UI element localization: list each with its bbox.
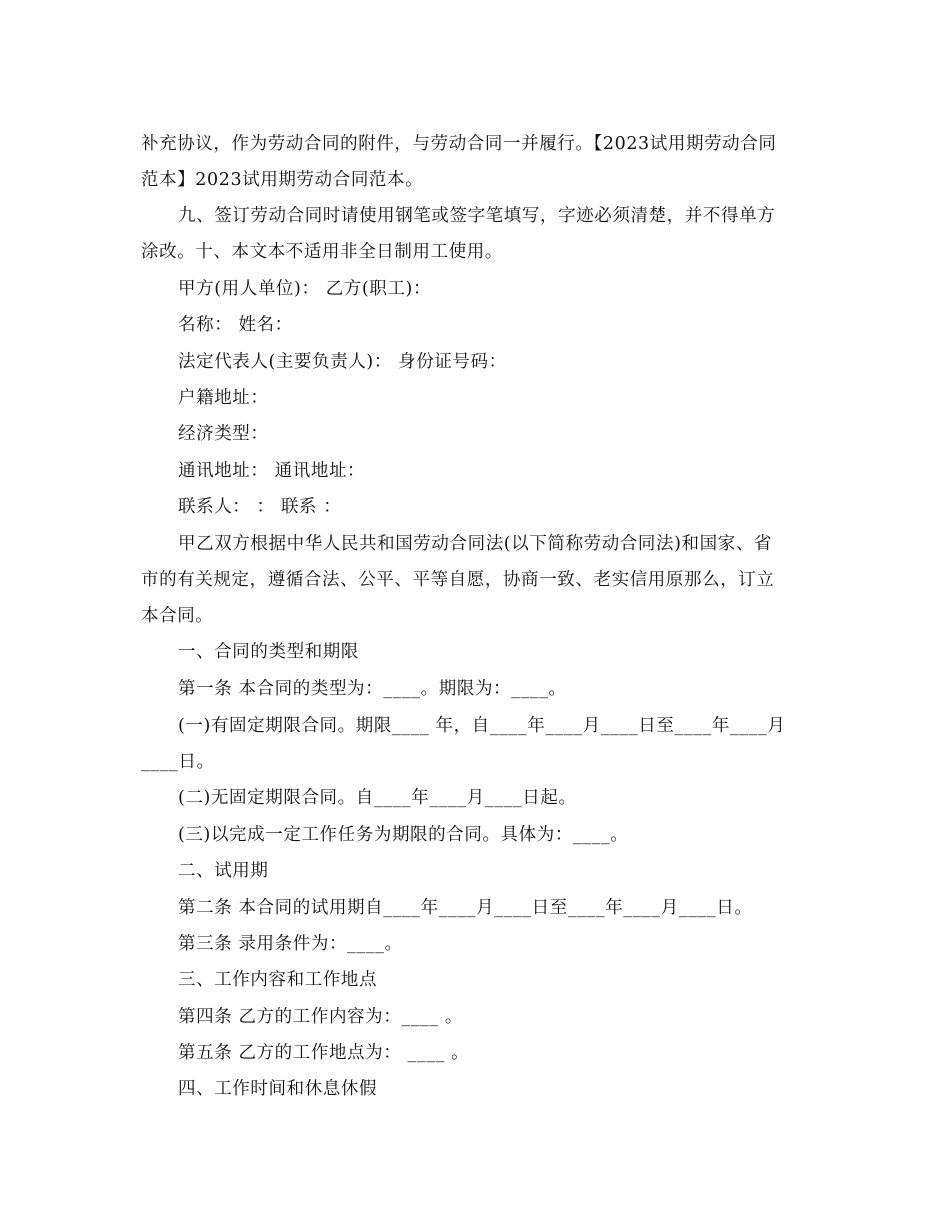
- section-heading: 三、工作内容和工作地点: [178, 970, 378, 990]
- text-line: 第一条 本合同的类型为：____。期限为：____。: [178, 679, 567, 699]
- text-line: 户籍地址：: [178, 388, 269, 408]
- text-line: 通讯地址： 通讯地址：: [178, 461, 366, 481]
- text-line: 范本】2023试用期劳动合同范本。: [141, 170, 424, 190]
- text-line: 第二条 本合同的试用期自____年____月____日至____年____月____日。: [178, 898, 753, 918]
- text-line: (一)有固定期限合同。期限____ 年，自____年____月____日至____年____月: [178, 716, 786, 736]
- text-line: (二)无固定期限合同。自____年____月____日起。: [178, 788, 577, 808]
- section-heading: 二、试用期: [178, 861, 269, 881]
- text-line: 第四条 乙方的工作内容为：____ 。: [178, 1007, 464, 1027]
- text-line: 市的有关规定，遵循合法、公平、平等自愿，协商一致、老实信用原那么，订立: [141, 570, 775, 590]
- section-heading: 一、合同的类型和期限: [178, 642, 359, 662]
- text-line: 九、签订劳动合同时请使用钢笔或签字笔填写，字迹必须清楚，并不得单方: [178, 206, 776, 226]
- text-line: 甲乙双方根据中华人民共和国劳动合同法(以下简称劳动合同法)和国家、省: [178, 534, 773, 554]
- text-line: 第五条 乙方的工作地点为： ____ 。: [178, 1043, 470, 1063]
- text-line: 涂改。十、本文本不适用非全日制用工使用。: [141, 242, 503, 262]
- section-heading: 四、工作时间和休息休假: [178, 1079, 378, 1099]
- text-line: 联系人： ： 联系 ：: [178, 497, 342, 517]
- text-line: ____日。: [141, 752, 215, 772]
- text-line: 名称： 姓名：: [178, 315, 293, 335]
- text-line: 第三条 录用条件为：____。: [178, 934, 403, 954]
- text-line: 甲方(用人单位)： 乙方(职工)：: [178, 279, 432, 299]
- text-line: 经济类型：: [178, 424, 269, 444]
- text-line: 法定代表人(主要负责人)： 身份证号码：: [178, 352, 507, 372]
- text-line: (三)以完成一定工作任务为期限的合同。具体为：____。: [178, 825, 629, 845]
- text-line: 本合同。: [141, 606, 214, 626]
- text-line: 补充协议，作为劳动合同的附件，与劳动合同一并履行。【2023试用期劳动合同: [141, 134, 777, 154]
